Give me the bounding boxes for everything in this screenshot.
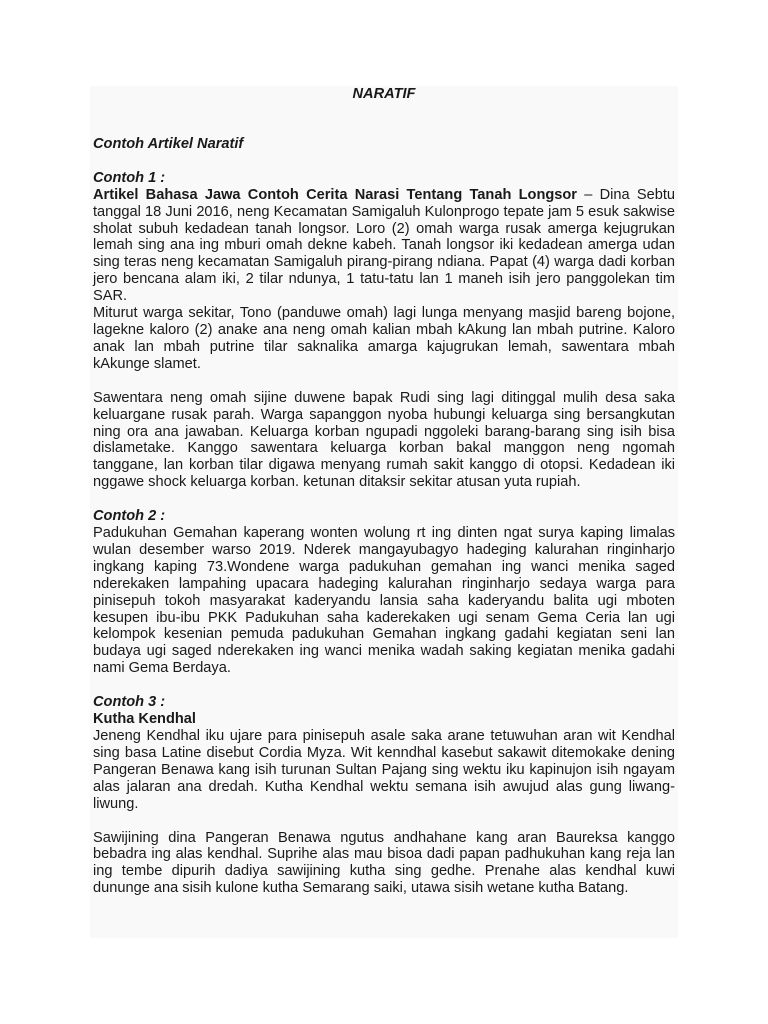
- document-subtitle: Contoh Artikel Naratif: [93, 135, 244, 152]
- example-1-paragraph-3: Sawentara neng omah sijine duwene bapak Rudi sing lagi ditinggal mulih desa saka keluargane rusak parah. Warga sapanggon nyoba hubungi keluarga sing bersangkutan ning ora ana jawaban. Keluarga korban ngupadi nggoleki barang-barang sing isih bisa dislametake. Kanggo sawentara keluarga korban bakal manggon neng ngomah tanggane, lan korban tilar digawa menyang rumah sakit kanggo di otopsi. Kedadean iki nggawe shock keluarga korban. ketunan ditaksir sekitar atusan yuta rupiah.: [93, 389, 675, 491]
- example-3-subheading: Kutha Kendhal: [93, 711, 196, 728]
- example-1-heading: Contoh 1 :: [93, 169, 166, 186]
- example-2-heading: Contoh 2 :: [93, 508, 166, 525]
- section-gap: [93, 491, 675, 508]
- example-2-paragraph-1: Padukuhan Gemahan kaperang wonten wolung rt ing dinten ngat surya kaping limalas wulan desember warso 2019. Nderek mangayubagyo hadeging kalurahan ringinharjo ingkang kaping 73.Wondene warga padukuhan gemahan ing wanci menika saged nderekaken lampahing upacara hadeging kalurahan ringinharjo sedaya warga para pinisepuh tokoh masyarakat kaderyandu lansia saha kaderyandu balita ugi mboten kesupen ibu-ibu PKK Padukuhan saha kaderekaken ugi senam Gema Ceria lan ugi kelompok kesenian pemuda padukuhan Gemahan ingkang gadahi kegiatan seni lan budaya ugi saged nderekaken ing wanci menika wadah saking kegiatan menika gadahi nami Gema Berdaya.: [93, 525, 675, 677]
- example-1-section: [93, 170, 675, 491]
- example-1-paragraph-1-text: – Dina Sebtu tanggal 18 Juni 2016, neng Kecamatan Samigaluh Kulonprogo tepate jam 5 esuk sakwise sholat subuh kedadean tanah longsor. Loro (2) omah warga rusak amerga kejugrukan lemah sing ana ing mburi omah dekne kabeh. Tanah longsor iki kedadean amerga udan sing teras neng kecamatan Samigaluh pirang-pirang ndiana. Papat (4) warga dadi korban jero bencana alam iki, 2 tilar ndunya, 1 tatu-tatu lan 1 maneh isih jero panggolekan tim SAR.: [93, 186, 675, 305]
- example-3-heading: Contoh 3 :: [93, 694, 166, 711]
- section-gap: [93, 677, 675, 694]
- document-body: [93, 86, 675, 897]
- example-3-paragraph-2: Sawijining dina Pangeran Benawa ngutus andhahane kang aran Baureksa kanggo bebadra ing alas kendhal. Suprihe alas mau bisoa dadi papan padhukuhan kang reja lan ing tembe dipurih dadiya sawijining kutha sing gedhe. Prenahe alas kendhal kuwi dununge ana sisih kulone kutha Semarang saiki, utawa sisih wetane kutha Batang.: [93, 829, 675, 897]
- example-1-paragraph-2: Miturut warga sekitar, Tono (panduwe omah) lagi lunga menyang masjid bareng bojone, lagekne kaloro (2) anake ana neng omah kalian mbah kAkung lan mbah putrine. Kaloro anak lan mbah putrine tilar saknalika amarga kajugrukan lemah, sawentara mbah kAkunge slamet.: [93, 305, 675, 372]
- example-1-lead: Artikel Bahasa Jawa Contoh Cerita Narasi Tentang Tanah Longsor: [93, 186, 577, 203]
- example-3-section: [93, 694, 675, 897]
- paragraph-gap: [93, 813, 675, 830]
- paragraph-gap: [93, 373, 675, 390]
- example-1-paragraph-1: [93, 187, 675, 305]
- example-3-paragraph-1: Jeneng Kendhal iku ujare para pinisepuh asale saka arane tetuwuhan aran wit Kendhal sing basa Latine disebut Cordia Myza. Wit kenndhal kasebut sakawit ditemokake dening Pangeran Benawa kang isih turunan Sultan Pajang sing wektu iku kapinujon isih ngayam alas jalaran ana dredah. Kutha Kendhal wektu semana isih awujud alas gung liwang-liwung.: [93, 728, 675, 812]
- document-title: NARATIF: [352, 86, 416, 102]
- example-2-section: [93, 508, 675, 677]
